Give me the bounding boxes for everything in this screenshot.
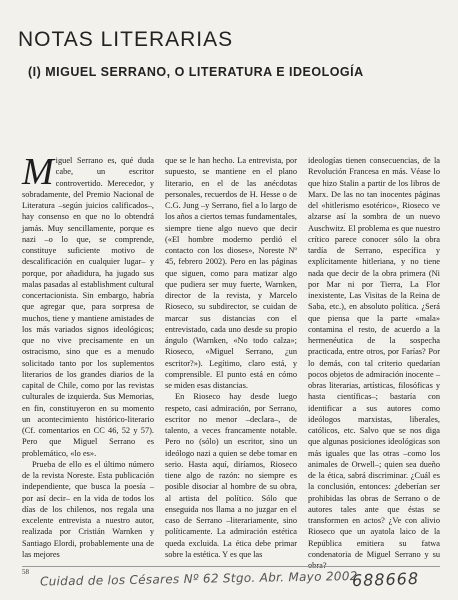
footer-rule bbox=[22, 566, 440, 567]
column-3 bbox=[308, 155, 440, 570]
column-2 bbox=[165, 155, 297, 560]
section-title: NOTAS LITERARIAS bbox=[18, 28, 234, 51]
paragraph bbox=[22, 151, 154, 459]
handwritten-catalog-number: 688668 bbox=[351, 568, 420, 591]
paragraph: Prueba de ello es el último número de la revista Noreste. Esta publicación independiente, que busca la poesía –por así decir– en la vida de todos los días de los chilenos, nos regala una excelente entrevista a nuestro autor, realizada por Cristián Warnken y Santiago Elordi, probablemente una de las mejores bbox=[22, 459, 154, 559]
page-number: 58 bbox=[22, 568, 29, 576]
column-1 bbox=[22, 151, 154, 560]
paragraph: ideologías tienen consecuencias, de la Revolución Francesa en más. Véase lo que hizo Stalin a partir de los libros de Marx. De las no tan inocentes páginas del «hitlerismo esotérico», Rioseco ve alzarse así la sombra de un nuevo Auschwitz. El problema es que nuestro crítico parece conocer sólo la obra tardía de Serrano, específica y explícitamente hitleriana, y no tiene nada que decir de la obra primera (Ni por Mar ni por Tierra, La Flor inexistente, Las Visitas de la Reina de Saba, etc.), en absoluto política. ¿Será que piensa que la parte «mala» contamina el resto, de acuerdo a la hermenéutica de la sospecha practicada, entre otros, por Farías? Por lo demás, con tal criterio quedarían pocos objetos de admiración inocente –obras literarias, artísticas, filosóficas y hasta científicas–; bastaría con identificar a sus autores como ideólogos marxistas, liberales, católicos, etc. Salvo que se nos diga que algunas posiciones ideológicas son más iguales que las otras –como los animales de Orwell–; quien sea dueño de la ética, sabrá discriminar. ¿Cuál es la conclusión, entonces: ¿deberían ser prohibidas las obras de Serrano o de autores tales ante que éstas se transformen en actos? ¿Ve con alivio Rioseco que un ayatola laico de la República emitiera su fatwa condenatoria de Miguel Serrano y su obra? bbox=[308, 156, 440, 570]
article-title: (I) MIGUEL SERRANO, O LITERATURA E IDEOLOGÍA bbox=[28, 65, 364, 79]
article-body bbox=[22, 151, 440, 570]
paragraph: que se le han hecho. La entrevista, por supuesto, se mantiene en el plano literario, en el de las anécdotas personales, recuerdos de H. Hesse o de C.G. Jung –y Serrano, fiel a lo largo de los años a ciertos temas fundamentales, siempre tiene algo nuevo que decir («El hombre moderno perdió el contacto con los dioses», Noreste Nº 45, febrero 2002). Pero en las páginas que siguen, como para matizar algo que pudiera ser muy fuerte, Warnken, director de la revista, y Marcelo Rioseco, su subdirector, se cuidan de marcar sus distancias con el entrevistado, cada uno desde su propio ángulo (Warnken, «No todo calza»; Rioseco, «Miguel Serrano, ¿un escritor?»). Legítimo, claro está, y comprensible. El punto está en cómo se miden esas distancias. bbox=[165, 156, 297, 390]
drop-cap: M bbox=[22, 151, 54, 193]
handwritten-source-note: Cuidad de los Césares Nº 62 Stgo. Abr. Mayo 2002 bbox=[39, 568, 358, 589]
paragraph-text: iguel Serrano es, qué duda cabe, un escritor controvertido. Merecedor, y sobradamente, del Premio Nacional de Literatura –según juicios calificados–, hay consenso en que no lo obtendrá jamás. Muy sencillamente, porque es nazi –o lo que, se comprende, constituye suficiente motivo de descalificación en cualquier lugar– y porque, por añadidura, ha jugado sus malas pasadas al establishment cultural concertacionista. Sin embargo, habría que agregar que, para sorpresa de muchos, tiene y mantiene amistades de los más variados signos ideológicos; que no vive precisamente en un ostracismo, sino que es a menudo solicitado tanto por los suplementos literarios de los grandes diarios de la capital de Chile, como por las revistas culturales de izquierda. Sus Memorias, en fin, constituyeron en su momento un acontecimiento histórico-literario (Cf. comentarios en CC 46, 52 y 57). Pero que Miguel Serrano es problemático, «lo es». bbox=[22, 156, 154, 458]
paragraph: En Rioseco hay desde luego respeto, casi admiración, por Serrano, escritor no menor –declara–, de talento, a veces francamente notable. Pero no (sólo) un escritor, sino un ideólogo nazi a quien se debe tomar en serio. Hasta aquí, diríamos, Rioseco tiene algo de razón: no siempre es posible disociar al hombre de su obra, al artista del político. Sólo que enseguida nos llama a no juzgar en el caso de Serrano –literariamente, sino políticamente. La admiración estética queda excluida. La ética debe primar sobre la estética. Y es que las bbox=[165, 392, 297, 559]
